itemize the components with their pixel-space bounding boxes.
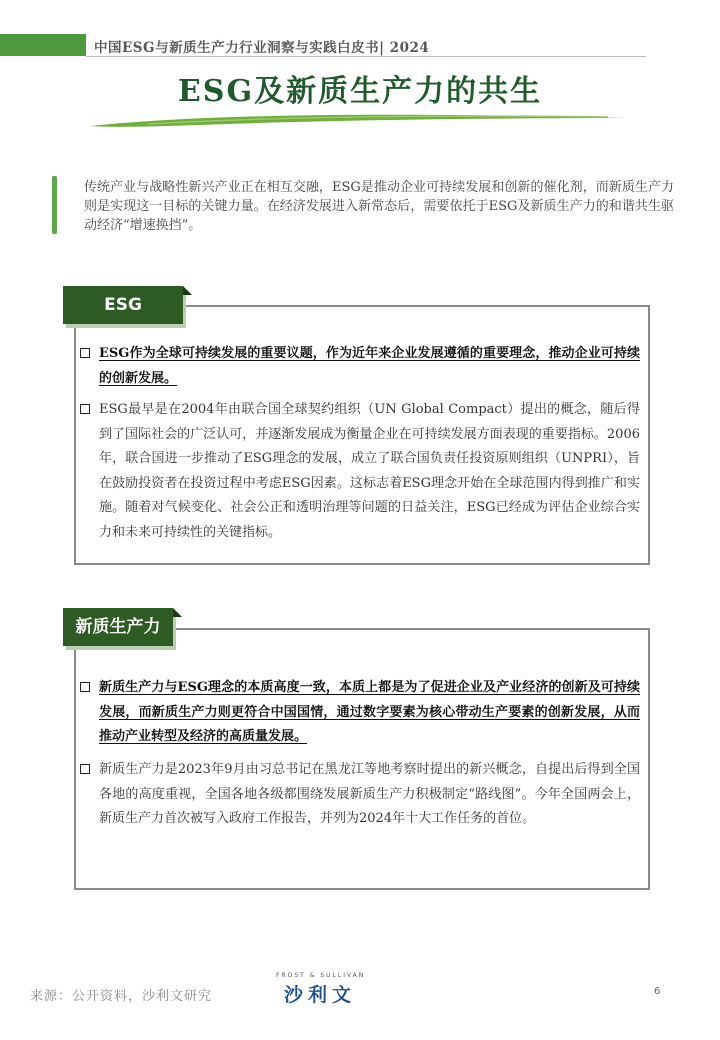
checkbox-bullet-icon bbox=[80, 348, 90, 358]
new-productivity-key-point-text: 新质生产力与ESG理念的本质高度一致，本质上都是为了促进企业及产业经济的创新及可持续发展，而新质生产力则更符合中国国情，通过数字要素为核心带动生产要素的创新发展，从而推动产业转型及经济的高质量发展。 bbox=[99, 680, 640, 744]
header-title: 中国ESG与新质生产力行业洞察与实践白皮书| 2024 bbox=[94, 40, 430, 56]
esg-detail-text: ESG最早是在2004年由联合国全球契约组织（UN Global Compact）提出的概念，随后得到了国际社会的广泛认可，并逐渐发展成为衡量企业在可持续发展方面表现的重要指标。2006年，联合国进一步推动了ESG理念的发展，成立了联合国负责任投资原则组织（UNPRI），旨在鼓励投资者在投资过程中考虑ESG因素。这标志着ESG理念开始在全球范围内得到推广和实施。随着对气候变化、社会公正和透明治理等问题的日益关注，ESG已经成为评估企业综合实力和未来可持续性的关键指标。 bbox=[99, 402, 640, 540]
checkbox-bullet-icon bbox=[80, 404, 90, 414]
new-productivity-detail-point bbox=[80, 758, 640, 832]
intro-paragraph: 传统产业与战略性新兴产业正在相互交融，ESG是推动企业可持续发展和创新的催化剂，而新质生产力则是实现这一目标的关键力量。在经济发展进入新常态后，需要依托于ESG及新质生产力的和谐共生驱动经济“增速换挡”。 bbox=[84, 180, 674, 233]
esg-key-point-text: ESG作为全球可持续发展的重要议题，作为近年来企业发展遵循的重要理念，推动企业可持续的创新发展。 bbox=[99, 346, 640, 386]
new-productivity-key-point bbox=[80, 676, 640, 750]
page-title: ESG及新质生产力的共生 bbox=[177, 74, 543, 109]
logo-chinese: 沙利文 bbox=[284, 984, 357, 1006]
new-productivity-section-tag: 新质生产力 bbox=[63, 608, 173, 646]
source-note: 来源：公开资料，沙利文研究 bbox=[30, 989, 213, 1004]
esg-detail-point bbox=[80, 398, 640, 545]
logo-english: FROST & SULLIVAN bbox=[276, 972, 366, 979]
intro-accent-bar bbox=[52, 176, 57, 234]
brush-stroke-decoration bbox=[88, 110, 628, 130]
esg-key-point bbox=[80, 342, 640, 391]
header-accent-bar bbox=[0, 34, 86, 56]
header-divider bbox=[86, 56, 646, 57]
esg-section-tag: ESG bbox=[63, 286, 183, 324]
checkbox-bullet-icon bbox=[80, 682, 90, 692]
new-productivity-detail-text: 新质生产力是2023年9月由习总书记在黑龙江等地考察时提出的新兴概念，自提出后得到全国各地的高度重视，全国各地各级都围绕发展新质生产力积极制定“路线图”。今年全国两会上，新质生产力首次被写入政府工作报告，并列为2024年十大工作任务的首位。 bbox=[99, 762, 640, 826]
checkbox-bullet-icon bbox=[80, 764, 90, 774]
page-number: 6 bbox=[654, 986, 661, 997]
